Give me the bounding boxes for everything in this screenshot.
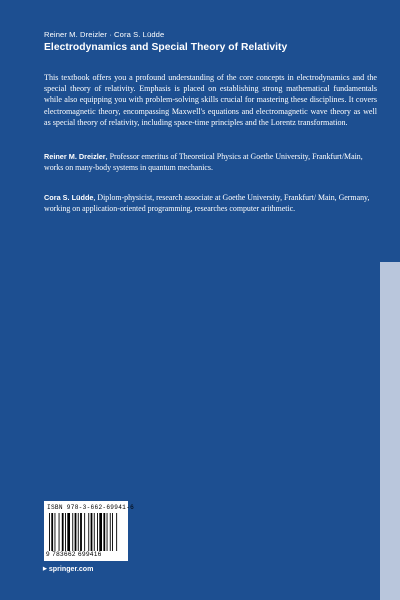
barcode-icon bbox=[48, 513, 124, 551]
publisher-link[interactable] bbox=[43, 565, 93, 573]
book-title: Electrodynamics and Special Theory of Relativity bbox=[44, 42, 288, 53]
publisher-url: springer.com bbox=[48, 565, 94, 573]
author-bio-name: Reiner M. Dreizler bbox=[44, 152, 106, 161]
isbn-barcode-box bbox=[44, 501, 135, 561]
author-bio-text: , Professor emeritus of Theoretical Physics at Goethe University, Frankfurt/Main, works on many-body systems in quantum mechanics. bbox=[44, 152, 363, 172]
description-paragraph: This textbook offers you a profound understanding of the core concepts in electrodynamics and the special theory of relativity. Emphasis is placed on establishing strong mathematical fundamentals while also equipping you with problem-solving skills crucial for mastering these disciplines. It covers electromagnetic theory, encompassing Maxwell's equations and electromagnetic wave theory as well as special theory of relativity, including space-time principles and the Lorentz transformation. bbox=[44, 73, 377, 127]
author-bio-luedde bbox=[44, 192, 377, 214]
author-bio-text: , Diplom-physicist, research associate at Goethe University, Frankfurt/ Main, Germany, working on application-oriented programming, researches computer arithmetic. bbox=[44, 193, 370, 213]
author-bio-dreizler bbox=[44, 151, 377, 173]
arrow-icon: ▶ bbox=[43, 566, 47, 572]
isbn-label: ISBN 978-3-662-69941-6 bbox=[47, 504, 135, 511]
author-bio-name: Cora S. Lüdde bbox=[44, 193, 94, 202]
author-names: Reiner M. Dreizler · Cora S. Lüdde bbox=[44, 30, 165, 39]
barcode-number: 9 783662 699416 bbox=[46, 551, 102, 558]
side-color-bar bbox=[380, 262, 400, 600]
